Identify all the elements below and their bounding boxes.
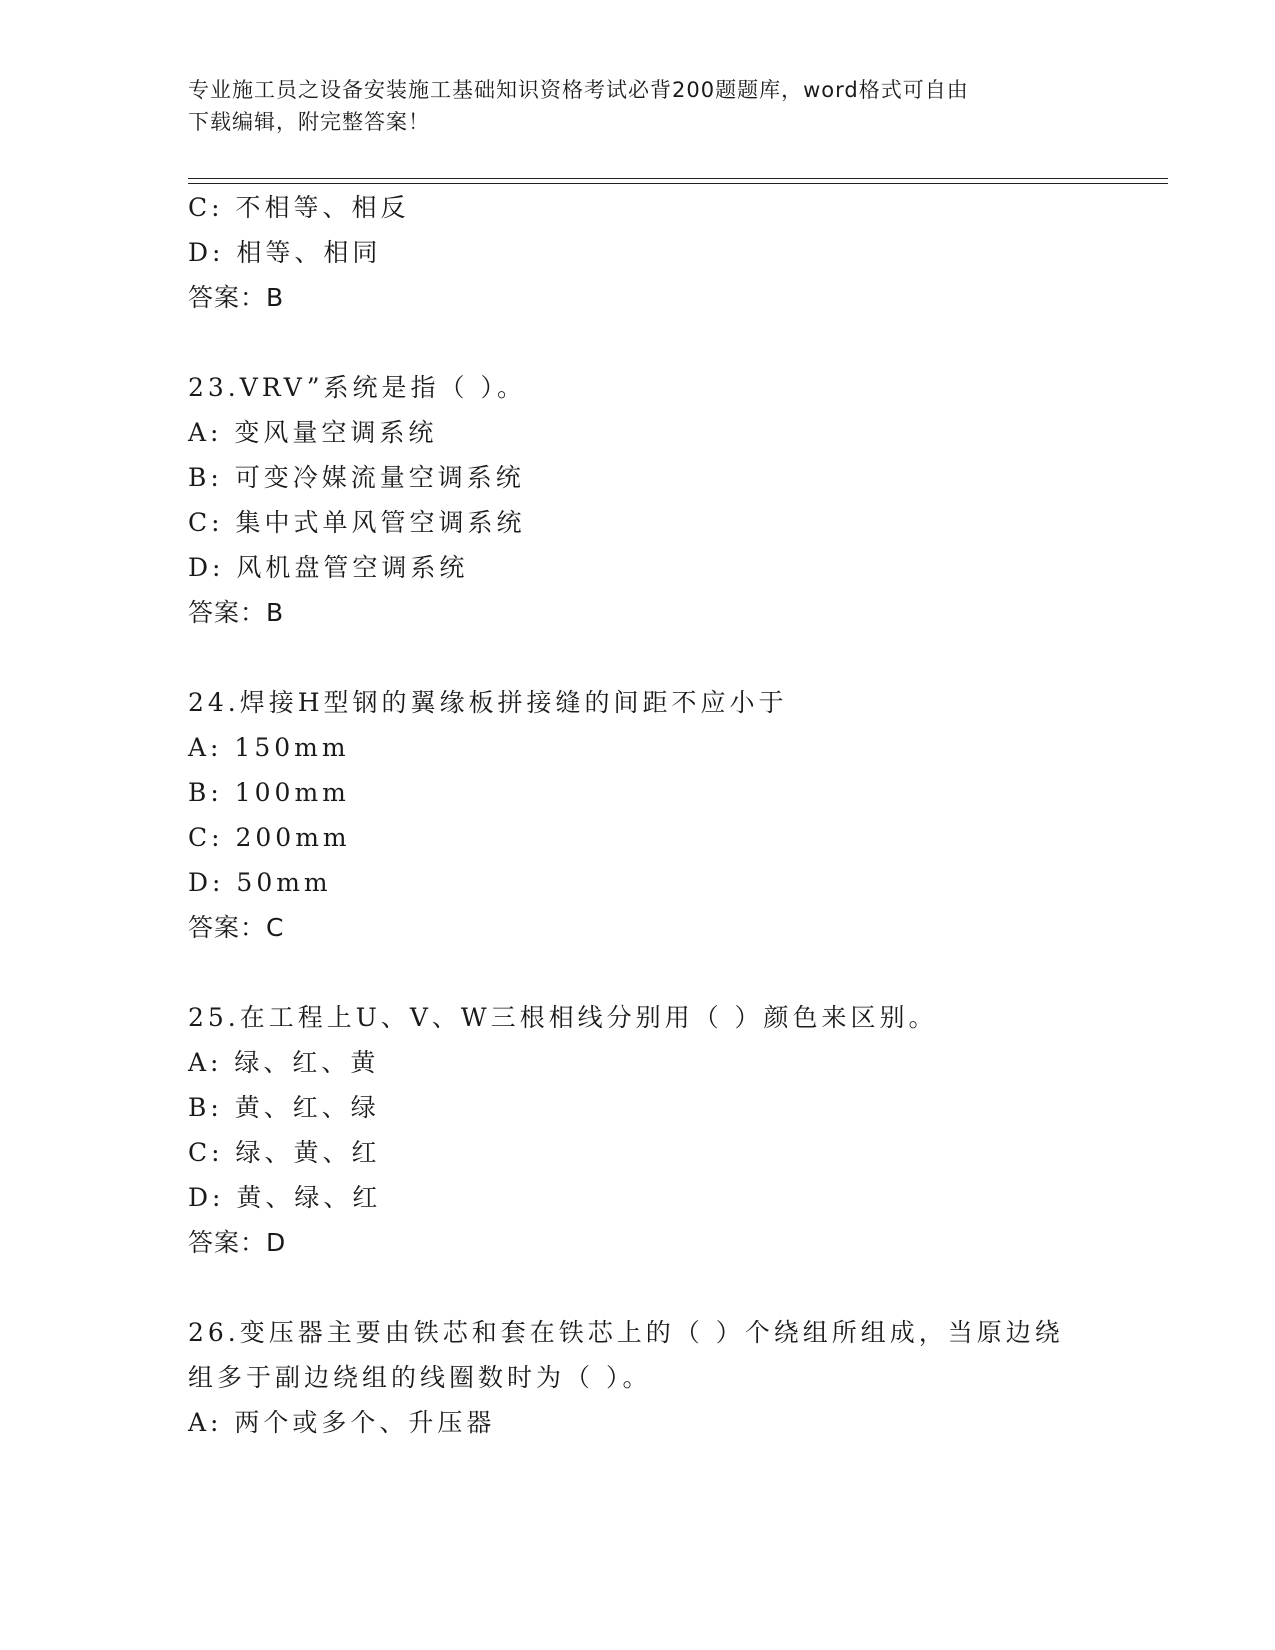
header-line-2: 下载编辑，附完整答案！: [188, 110, 430, 134]
q25-option-a: A: 绿、红、黄: [188, 1048, 380, 1077]
q24-option-a: A: 150mm: [188, 733, 350, 762]
header-divider-bottom: [188, 183, 1168, 184]
q24-stem: 24.焊接H型钢的翼缘板拼接缝的间距不应小于: [188, 688, 788, 717]
q23-answer: 答案：B: [188, 598, 285, 627]
q26-stem-line-2: 组多于副边绕组的线圈数时为（ ）。: [188, 1363, 652, 1392]
q25-option-c: C: 绿、黄、红: [188, 1138, 381, 1167]
q25-stem: 25.在工程上U、V、W三根相线分别用（ ）颜色来区别。: [188, 1003, 938, 1032]
q24-answer: 答案：C: [188, 913, 285, 942]
q24-option-b: B: 100mm: [188, 778, 350, 807]
q23-option-b: B: 可变冷媒流量空调系统: [188, 463, 525, 492]
q25-option-d: D: 黄、绿、红: [188, 1183, 382, 1212]
q25-answer: 答案：D: [188, 1228, 287, 1257]
q23-option-d: D: 风机盘管空调系统: [188, 553, 469, 582]
q23-option-c: C: 集中式单风管空调系统: [188, 508, 526, 537]
header-line-1: 专业施工员之设备安装施工基础知识资格考试必背200题题库，word格式可自由: [188, 78, 969, 102]
q24-option-c: C: 200mm: [188, 823, 351, 852]
prev-option-c: C: 不相等、相反: [188, 193, 410, 222]
prev-answer: 答案：B: [188, 283, 285, 312]
document-header: [188, 74, 1068, 138]
q26-stem-line-1: 26.变压器主要由铁芯和套在铁芯上的（ ）个绕组所组成，当原边绕: [188, 1318, 1064, 1347]
q24-option-d: D: 50mm: [188, 868, 332, 897]
q25-option-b: B: 黄、红、绿: [188, 1093, 380, 1122]
q26-option-a: A: 两个或多个、升压器: [188, 1408, 496, 1437]
header-divider-top: [188, 178, 1168, 179]
q23-stem: 23.VRV”系统是指（ ）。: [188, 373, 526, 402]
q23-option-a: A: 变风量空调系统: [188, 418, 438, 447]
prev-option-d: D: 相等、相同: [188, 238, 382, 267]
